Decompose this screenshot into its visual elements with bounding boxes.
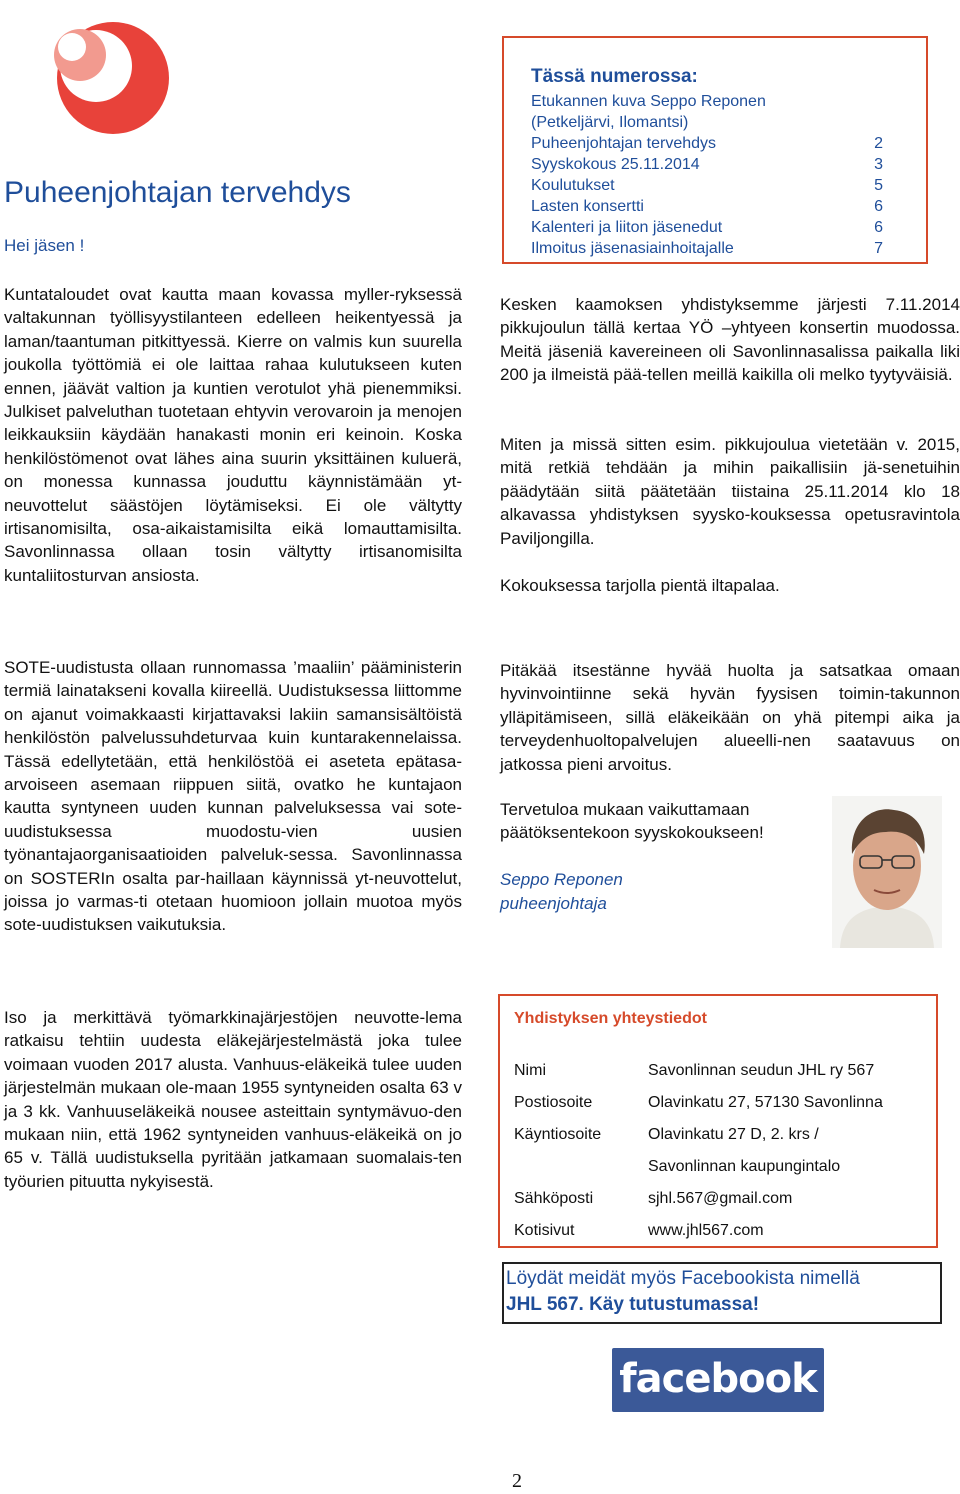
- article-paragraph: [500, 293, 960, 387]
- facebook-text-bold: JHL 567. Käy tutustumassa!: [506, 1294, 760, 1315]
- article-paragraph: [4, 283, 462, 587]
- toc-item-page: 3: [874, 156, 883, 173]
- toc-item: [531, 135, 883, 153]
- toc-item-label: Koulutukset: [531, 177, 615, 194]
- paragraph-text: Kuntataloudet ovat kautta maan kovassa myller-ryksessä valtakunnan työllisyystilanteen edelleen heikentyessä ja laman/taantuman pitkittyessä. Kierre on valmis kun suurella joukolla työttömiä ei ole laittaa rahaa kulutukseen kuten ennen, jäävät valtion ja kuntien verotulot yhä pienemmiksi. Julkiset palveluthan tuotetaan ehtyvin verovaroin ja menojen leikkauksiin käydään hanakasti monin eri keinoin. Koska henkilöstömenot ovat lähes aina suurin yksittäinen kuluerä, on monessa kunnassa jouduttu käynnistämään yt-neuvottelut säästöjen löytämiseksi. Ei ole vältytty irtisanomisilta, osa-aikaistamisilta eikä lomauttamisilta. Savonlinnassa ollaan tosin vältytty irtisanomisilta kuntaliitosturvan ansiosta.: [4, 285, 462, 585]
- greeting: Hei jäsen !: [4, 236, 85, 255]
- toc-item-page: 5: [874, 177, 883, 194]
- article-paragraph: [4, 1006, 462, 1193]
- contact-title: Yhdistyksen yhteystiedot: [514, 1010, 707, 1027]
- toc-item-label: Kalenteri ja liiton jäsenedut: [531, 219, 723, 236]
- jhl-logo: [28, 10, 178, 140]
- toc-item: [531, 219, 883, 237]
- toc-cover-line: (Petkeljärvi, Ilomantsi): [531, 114, 689, 131]
- toc-item-page: 7: [874, 240, 883, 257]
- contact-email[interactable]: sjhl.567@gmail.com: [648, 1190, 793, 1207]
- welcome-paragraph: [500, 798, 830, 845]
- welcome-line: päätöksentekoon syyskokoukseen!: [500, 823, 764, 843]
- toc-item-label: Ilmoitus jäsenasiainhoitajalle: [531, 240, 734, 257]
- facebook-logo-text: facebook: [619, 1356, 817, 1402]
- toc-cover-line: Etukannen kuva Seppo Reponen: [531, 93, 766, 110]
- contact-label: Käyntiosoite: [514, 1126, 602, 1143]
- paragraph-text: Miten ja missä sitten esim. pikkujoulua vietetään v. 2015, mitä retkiä tehdään ja mihin paikallisiin jä-senetuihin päädytään siitä päätetään tiistaina 25.11.2014 klo 18 alkavassa yhdistyksen syysko-kouksessa opetusravintola Paviljongilla.: [500, 435, 960, 548]
- toc-item-label: Lasten konsertti: [531, 198, 644, 215]
- contact-label: Kotisivut: [514, 1222, 575, 1239]
- page-number: 2: [512, 1470, 522, 1492]
- toc-item-page: 6: [874, 198, 883, 215]
- paragraph-text: Kesken kaamoksen yhdistyksemme järjesti 7.11.2014 pikkujoulun tällä kertaa YÖ –yhtyeen konsertin muodossa. Meitä jäseniä kavereineen oli Savonlinnasalissa paikalla liki 200 ja ilmeistä pää-tellen meillä kaikilla oli melko tyytyväisiä.: [500, 295, 960, 385]
- toc-item-label: Syyskokous 25.11.2014: [531, 156, 700, 173]
- contact-website[interactable]: www.jhl567.com: [648, 1222, 764, 1239]
- facebook-text: Löydät meidät myös Facebookista nimellä: [506, 1268, 860, 1289]
- paragraph-text: Iso ja merkittävä työmarkkinajärjestöjen neuvotte-lema ratkaisu tehtiin uudesta eläkejärjestelmästä joka tulee voimaan vuoden 2017 alusta. Vanhuus-eläkeikä tulee uuden järjestelmän mukaan ole-maan 1955 syntyneiden osalta 63 v ja 3 kk. Vanhuuseläkeikä nousee asteittain syntymävuo-den mukaan niin, että 1962 syntyneiden vanhuus-eläkeikä on jo 65 v. Tällä uudistuksella pyritään jatkamaan suomalais-ten työurien pituutta nykyisestä.: [4, 1008, 462, 1191]
- contact-value: Olavinkatu 27 D, 2. krs /: [648, 1126, 819, 1143]
- contact-value: Savonlinnan seudun JHL ry 567: [648, 1062, 875, 1079]
- toc-item: [531, 177, 883, 195]
- facebook-box: [502, 1262, 942, 1324]
- portrait-photo: [832, 796, 942, 948]
- toc-item: [531, 198, 883, 216]
- article-paragraph: [500, 433, 960, 550]
- page-title: Puheenjohtajan tervehdys: [4, 176, 351, 209]
- contact-label: Postiosoite: [514, 1094, 593, 1111]
- toc-item-page: 6: [874, 219, 883, 236]
- toc-item-label: Puheenjohtajan tervehdys: [531, 135, 717, 152]
- contact-box: [498, 994, 938, 1248]
- welcome-line: Tervetuloa mukaan vaikuttamaan: [500, 800, 750, 819]
- toc-item: [531, 156, 883, 174]
- contact-value: Savonlinnan kaupungintalo: [648, 1158, 841, 1175]
- toc-item: [531, 240, 883, 258]
- paragraph-text: Kokouksessa tarjolla pientä iltapalaa.: [500, 576, 780, 595]
- signature: [500, 868, 623, 916]
- toc-title: Tässä numerossa:: [531, 66, 698, 87]
- contact-value: Olavinkatu 27, 57130 Savonlinna: [648, 1094, 883, 1111]
- paragraph-text: SOTE-uudistusta ollaan runnomassa ’maaliin’ pääministerin termiä lainatakseni kovalla kiireellä. Uudistuksessa liittomme on ajanut voimakkaasti kirjattavaksi lakiin samansisältöistä henkilöstön palvelussuhdeturvaa kuin kuntarakennelaissa. Tässä edellytetään, että henkilöstöä ei aseteta epätasa-arvoiseen asemaan riippuen siitä, ovatko he kuntajaon kautta syntyneen uuden kunnan palveluksessa vai sote-uudistuksessa muodostu-vien uusien työnantajaorganisaatioiden palveluk-sessa. Savonlinnassa on SOSTERIn osalta par-haillaan käynnissä yt-neuvottelut, joissa jo varmas-ti otetaan huomioon jollain muotoa myös sote-uudistuksen vaikutuksia.: [4, 658, 462, 935]
- toc-item-page: 2: [874, 135, 883, 152]
- article-paragraph: [500, 659, 960, 776]
- contact-label: Sähköposti: [514, 1190, 594, 1207]
- signature-name: Seppo Reponen: [500, 870, 623, 889]
- toc-box: [502, 36, 928, 264]
- facebook-logo[interactable]: [612, 1348, 824, 1412]
- paragraph-text: Pitäkää itsestänne hyvää huolta ja satsatkaa omaan hyvinvointiinne sekä hyvän fyysisen toimin-takunnon ylläpitämiseen, sillä eläkeikään on yhä pitempi aika ja terveydenhuoltopalvelujen alueelli-nen saatavuus on jatkossa pieni arvoitus.: [500, 661, 960, 774]
- signature-role: puheenjohtaja: [500, 894, 607, 913]
- article-paragraph: [500, 574, 960, 597]
- contact-label: Nimi: [514, 1062, 546, 1079]
- article-paragraph: [4, 656, 462, 937]
